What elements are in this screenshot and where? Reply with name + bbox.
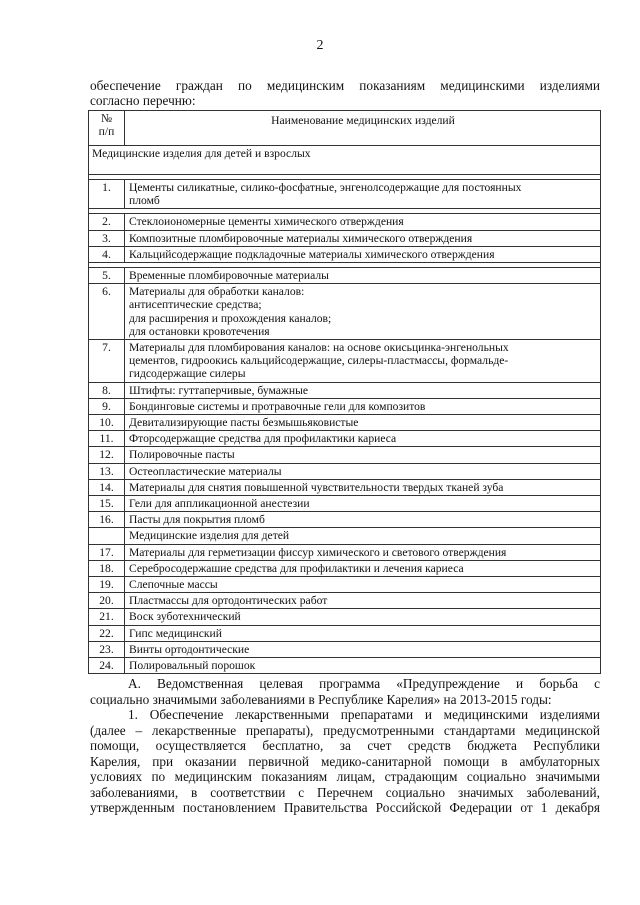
row-number: 3.	[89, 230, 125, 246]
row-number: 24.	[89, 658, 125, 674]
row-number: 14.	[89, 479, 125, 495]
row-number: 7.	[89, 340, 125, 383]
page-number: 2	[316, 38, 324, 53]
row-name	[125, 560, 601, 576]
paragraph-line: (далее – лекарственные препараты), предусмотренными стандартами медицинской	[90, 722, 600, 738]
row-name-line: Материалы для снятия повышенной чувствительности твердых тканей зуба	[129, 480, 504, 494]
row-number: 17.	[89, 544, 125, 560]
row-name	[125, 479, 601, 495]
row-name-line: Полировальный порошок	[129, 659, 256, 673]
row-name-line: Полировочные пасты	[129, 448, 235, 462]
row-name-line: Девитализирующие пасты безмышьяковистые	[129, 416, 359, 430]
row-name-line: Остеопластические материалы	[129, 464, 282, 478]
row-number: 23.	[89, 641, 125, 657]
table-row	[89, 593, 601, 609]
row-name	[125, 431, 601, 447]
intro-line: обеспечение граждан по медицинским показаниям медицинскими изделиями	[90, 78, 600, 93]
row-number: 18.	[89, 560, 125, 576]
row-number: 20.	[89, 593, 125, 609]
row-name-line: для остановки кровотечения	[129, 324, 270, 338]
table-row	[89, 340, 601, 383]
row-name-line: Кальцийсодержащие подкладочные материалы химического отверждения	[129, 247, 495, 261]
row-number: 6.	[89, 284, 125, 340]
row-name-line: Бондинговые системы и протравочные гели для композитов	[129, 399, 426, 413]
row-name	[125, 609, 601, 625]
row-number: 13.	[89, 463, 125, 479]
header-number-sublabel: п/п	[98, 125, 115, 138]
table-row	[89, 284, 601, 340]
row-name	[125, 340, 601, 383]
row-number: 22.	[89, 625, 125, 641]
table-row	[89, 577, 601, 593]
paragraph-line: Карелия, при оказании первичной медико-санитарной помощи в амбулаторных	[90, 753, 600, 769]
table-row	[89, 180, 601, 209]
paragraph-line: 1. Обеспечение лекарственными препаратами и медицинскими изделиями	[128, 707, 600, 722]
medical-devices-table	[88, 110, 601, 674]
row-name-line: Винты ортодонтические	[129, 642, 250, 656]
row-name-line: Пасты для покрытия пломб	[129, 513, 265, 527]
row-number: 12.	[89, 447, 125, 463]
row-name	[125, 577, 601, 593]
paragraph-line: условиях по медицинским показаниям лицам, страдающим социально значимыми	[90, 769, 600, 784]
row-name-line: Материалы для пломбирования каналов: на основе окисьцинка-энгенольных	[129, 341, 509, 355]
row-name-line: Стеклоиономерные цементы химического отверждения	[129, 215, 404, 229]
row-name	[125, 284, 601, 340]
table-row	[89, 609, 601, 625]
row-name-line: антисептические средства;	[129, 298, 262, 312]
row-name-line: для расширения и прохождения каналов;	[129, 311, 332, 325]
table-row	[89, 512, 601, 528]
paragraph-1	[90, 707, 600, 816]
table-row	[89, 463, 601, 479]
table-row	[89, 268, 601, 284]
row-name	[125, 463, 601, 479]
row-number: 11.	[89, 431, 125, 447]
intro-line: согласно перечню:	[90, 93, 196, 108]
header-number-label: №	[100, 112, 113, 125]
section-number-empty	[89, 528, 125, 544]
row-number: 16.	[89, 512, 125, 528]
row-name	[125, 658, 601, 674]
table-row	[89, 431, 601, 447]
row-number: 9.	[89, 398, 125, 414]
row-name	[125, 496, 601, 512]
row-name	[125, 230, 601, 246]
row-number: 10.	[89, 415, 125, 431]
row-name	[125, 246, 601, 262]
row-number: 4.	[89, 246, 125, 262]
row-name	[125, 268, 601, 284]
section-row-children	[89, 528, 601, 544]
row-name	[125, 415, 601, 431]
row-name-line: цементов, гидроокись кальцийсодержащие, силеры-пластмассы, формальде-	[129, 354, 509, 368]
row-name	[125, 641, 601, 657]
row-name	[125, 398, 601, 414]
row-name	[125, 512, 601, 528]
row-name-line: Материалы для обработки каналов:	[129, 285, 305, 299]
row-name	[125, 214, 601, 230]
paragraph-line: помощи, осуществляется бесплатно, за счет средств бюджета Республики	[90, 738, 600, 753]
table-row	[89, 398, 601, 414]
row-name-line: гидсодержащие силеры	[129, 367, 246, 381]
paragraph-line: утвержденным постановлением Правительства Российской Федерации от 1 декабря	[90, 800, 600, 815]
row-name-line: Композитные пломбировочные материалы химического отверждения	[129, 231, 473, 245]
table-row	[89, 625, 601, 641]
table-row	[89, 382, 601, 398]
section-title: Медицинские изделия для детей и взрослых	[89, 146, 601, 175]
row-number: 1.	[89, 180, 125, 209]
section-title: Медицинские изделия для детей	[125, 528, 601, 544]
table-row	[89, 230, 601, 246]
row-name	[125, 625, 601, 641]
paragraph-line: заболеваниями, в соответствии с Перечнем социально значимых заболеваний,	[90, 784, 600, 800]
row-name	[125, 544, 601, 560]
table-row	[89, 658, 601, 674]
table-row	[89, 246, 601, 262]
row-name-line: Цементы силикатные, силико-фосфатные, энгенолсодержащие для постоянных	[129, 181, 522, 194]
row-number: 5.	[89, 268, 125, 284]
row-number: 2.	[89, 214, 125, 230]
row-name-line: Временные пломбировочные материалы	[129, 269, 329, 283]
table-row	[89, 415, 601, 431]
table-row	[89, 214, 601, 230]
row-name-line: Серебросодержашие средства для профилактики и лечения кариеса	[129, 561, 464, 575]
section-a-line: А. Ведомственная целевая программа «Предупреждение и борьба с	[128, 676, 600, 691]
row-name-line: Слепочные массы	[129, 578, 218, 592]
table-header-row	[89, 111, 601, 146]
row-name-line: Фторсодержащие средства для профилактики кариеса	[129, 432, 397, 446]
header-name-cell: Наименование медицинских изделий	[125, 111, 601, 146]
row-number: 21.	[89, 609, 125, 625]
row-number: 8.	[89, 382, 125, 398]
table-row	[89, 641, 601, 657]
row-name	[125, 382, 601, 398]
intro-paragraph	[90, 78, 600, 108]
body-text	[90, 676, 600, 816]
row-name	[125, 593, 601, 609]
row-number: 19.	[89, 577, 125, 593]
section-row-all	[89, 146, 601, 175]
table-row	[89, 496, 601, 512]
row-number: 15.	[89, 496, 125, 512]
row-name-line: Воск зуботехнический	[129, 610, 241, 624]
row-name	[125, 180, 601, 209]
row-name-line: пломб	[129, 194, 160, 208]
table-row	[89, 560, 601, 576]
row-name-line: Пластмассы для ортодонтических работ	[129, 594, 328, 608]
table-row	[89, 447, 601, 463]
table-row	[89, 479, 601, 495]
row-name-line: Гипс медицинский	[129, 626, 222, 640]
table-row	[89, 544, 601, 560]
row-name-line: Штифты: гуттаперчивые, бумажные	[129, 383, 309, 397]
section-a-line: социально значимыми заболеваниями в Республике Карелия» на 2013-2015 годы:	[90, 691, 552, 707]
header-number-cell	[89, 111, 125, 146]
row-name	[125, 447, 601, 463]
row-name-line: Гели для аппликационной анестезии	[129, 497, 310, 511]
row-name-line: Материалы для герметизации фиссур химического и светового отверждения	[129, 545, 507, 559]
